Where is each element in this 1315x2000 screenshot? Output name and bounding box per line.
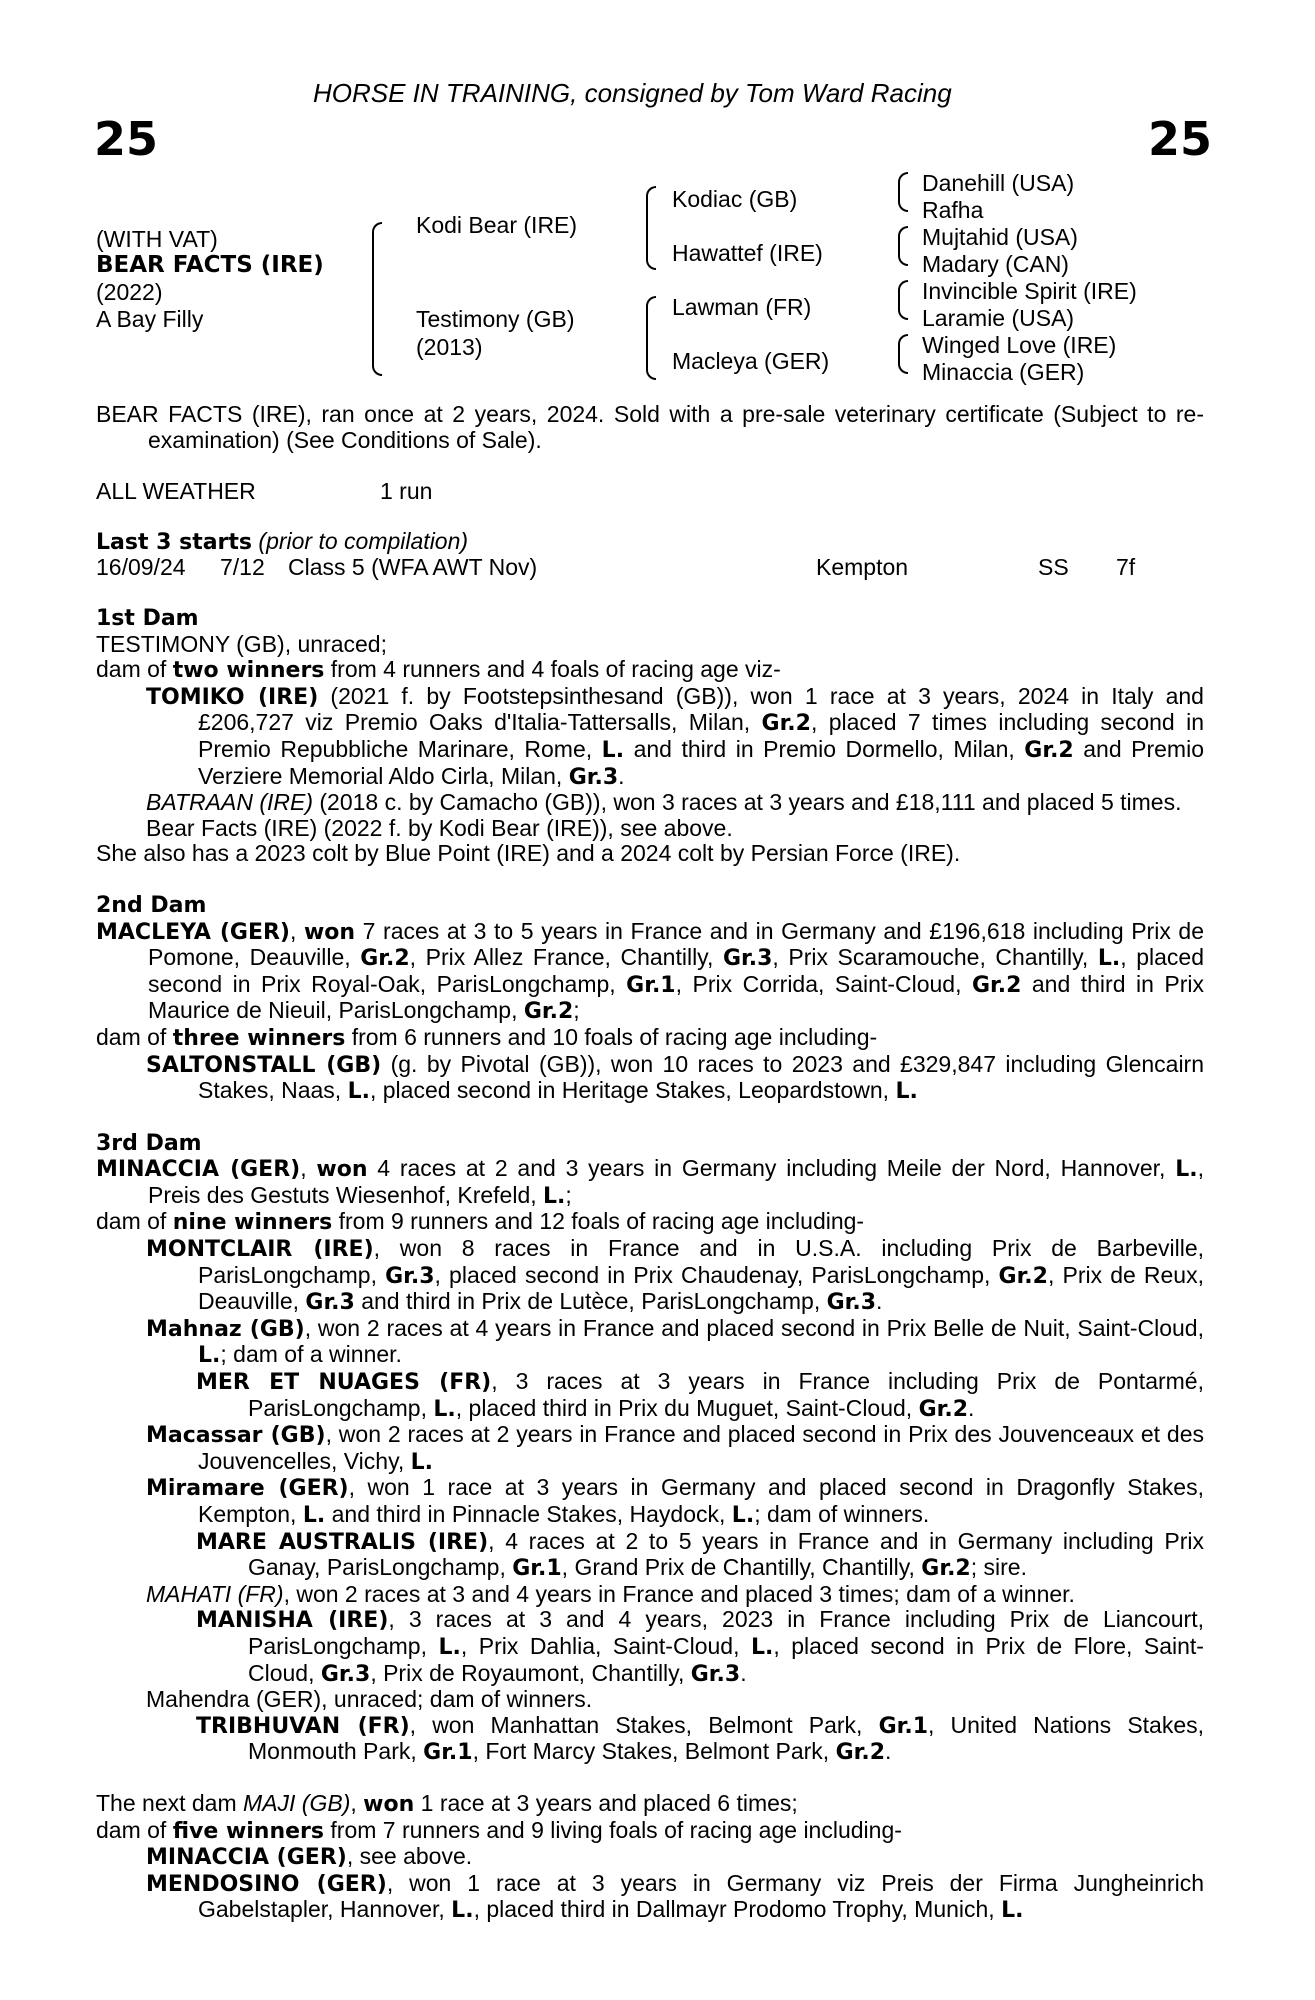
progeny-mare-australis: MARE AUSTRALIS (IRE), 4 races at 2 to 5 years in France and in Germany including Prix Ganay, ParisLongchamp, Gr.1, Grand Prix de Chantilly, Chantilly, Gr.2; sire. xyxy=(196,1527,1204,1582)
brace-g1 xyxy=(898,172,908,212)
sire-sire: Kodiac (GB) xyxy=(672,186,798,212)
sire: Kodi Bear (IRE) xyxy=(416,212,578,238)
start-date: 16/09/24 xyxy=(96,554,186,580)
record-runs: 1 run xyxy=(380,478,433,504)
third-dam-heading: 3rd Dam xyxy=(96,1130,202,1156)
brace-sire xyxy=(646,186,656,270)
sire-dam: Hawattef (IRE) xyxy=(672,240,823,266)
brace-dam xyxy=(646,296,656,380)
lot-number-left: 25 xyxy=(94,112,159,166)
start-course: Kempton xyxy=(816,554,909,580)
first-dam-heading: 1st Dam xyxy=(96,606,199,631)
start-position: 7/12 xyxy=(220,554,265,580)
progeny-manisha: MANISHA (IRE), 3 races at 3 and 4 years, 2023 in France including Prix de Liancourt, ParisLongchamp, L., Prix Dahlia, Saint-Cloud, L., placed second in Prix de Flore, Saint-Cloud, Gr.3, Prix de Royaumont, Chantilly, Gr.3. xyxy=(196,1606,1204,1687)
progeny-batraan: BATRAAN (IRE) (2018 c. by Camacho (GB)), won 3 races at 3 years and £18,111 and placed 5 times. xyxy=(146,789,1182,816)
progeny-miramare: Miramare (GER), won 1 race at 3 years in Germany and placed second in Dragonfly Stakes, Kempton, L. and third in Pinnacle Stakes, Haydock, L.; dam of winners. xyxy=(146,1474,1204,1528)
first-dam-section xyxy=(96,605,1204,1924)
second-dam-heading: 2nd Dam xyxy=(96,892,207,918)
dam-sire: Lawman (FR) xyxy=(672,294,812,320)
last-starts-heading-line xyxy=(96,528,468,555)
third-dam-produce-line: dam of nine winners from 9 runners and 12 foals of racing age including- xyxy=(96,1208,865,1236)
first-dam-produce-line: dam of two winners from 4 runners and 4 foals of racing age viz- xyxy=(96,656,781,684)
third-dam-minaccia: MINACCIA (GER), won 4 races at 2 and 3 years in Germany including Meile der Nord, Hannover, L., Preis des Gestuts Wiesenhof, Krefeld, L.; xyxy=(96,1155,1204,1209)
start-distance: 7f xyxy=(1116,554,1136,580)
progeny-mahati: MAHATI (FR), won 2 races at 3 and 4 years in France and placed 3 times; dam of a winner. xyxy=(146,1580,1075,1607)
last-starts-heading: Last 3 starts xyxy=(96,530,253,555)
progeny-montclair: MONTCLAIR (IRE), won 8 races in France and in U.S.A. including Prix de Barbeville, ParisLongchamp, Gr.3, placed second in Prix Chaudenay, ParisLongchamp, Gr.2, Prix de Reux, Deauville, Gr.3 and third in Prix de Lutèce, ParisLongchamp, Gr.3. xyxy=(146,1235,1204,1316)
brace-g4 xyxy=(898,334,908,374)
start-race: Class 5 (WFA AWT Nov) xyxy=(288,554,538,580)
progeny-macassar: Macassar (GB), won 2 races at 2 years in France and placed second in Prix des Jouvenceaux et des Jouvencelles, Vichy, L. xyxy=(146,1421,1204,1475)
ancestor-6: Laramie (USA) xyxy=(922,305,1075,331)
ancestor-2: Rafha xyxy=(922,197,984,223)
page-header-title: HORSE IN TRAINING, consigned by Tom Ward Racing xyxy=(313,78,952,108)
brace-g3 xyxy=(898,280,908,320)
brace-gen1 xyxy=(372,222,382,376)
ancestor-3: Mujtahid (USA) xyxy=(922,224,1078,250)
ancestor-7: Winged Love (IRE) xyxy=(922,332,1117,358)
record-surface: ALL WEATHER xyxy=(96,478,256,504)
progeny-mer-et-nuages: MER ET NUAGES (FR), 3 races at 3 years in France including Prix de Pontarmé, ParisLongchamp, L., placed third in Prix du Muguet, Saint-Cloud, Gr.2. xyxy=(196,1368,1204,1422)
ancestor-8: Minaccia (GER) xyxy=(922,359,1085,385)
progeny-minaccia: MINACCIA (GER), see above. xyxy=(146,1843,473,1871)
dam-year: (2013) xyxy=(416,334,483,360)
dam-dam: Macleya (GER) xyxy=(672,348,830,374)
horse-year: (2022) xyxy=(96,279,163,305)
ancestor-1: Danehill (USA) xyxy=(922,170,1075,196)
horse-name: BEAR FACTS (IRE) xyxy=(96,252,324,278)
progeny-bear-facts: Bear Facts (IRE) (2022 f. by Kodi Bear (IRE)), see above. xyxy=(146,814,733,841)
progeny-tomiko: TOMIKO (IRE) (2021 f. by Footstepsinthesand (GB)), won 1 race at 3 years, 2024 in Italy and £206,727 viz Premio Oaks d'Italia-Tattersalls, Milan, Gr.2, placed 7 times including second in Premio Repubbliche Marinare, Rome, L. and third in Premio Dormello, Milan, Gr.2 and Premio Verziere Memorial Aldo Cirla, Milan, Gr.3. xyxy=(146,682,1204,790)
brace-g2 xyxy=(898,226,908,266)
first-dam-also: She also has a 2023 colt by Blue Point (IRE) and a 2024 colt by Persian Force (IRE). xyxy=(96,840,961,867)
vat-label: (WITH VAT) xyxy=(96,226,218,252)
horse-description: A Bay Filly xyxy=(96,306,204,332)
start-going: SS xyxy=(1038,554,1069,580)
progeny-mahnaz: Mahnaz (GB), won 2 races at 4 years in France and placed second in Prix Belle de Nuit, Saint-Cloud, L.; dam of a winner. xyxy=(146,1314,1204,1369)
summary-section xyxy=(96,402,1204,453)
second-dam-produce-line: dam of three winners from 6 runners and 10 foals of racing age including- xyxy=(96,1023,878,1051)
progeny-mendosino: MENDOSINO (GER), won 1 race at 3 years in Germany viz Preis der Firma Jungheinrich Gabelstapler, Hannover, L., placed third in Dallmayr Prodomo Trophy, Munich, L. xyxy=(146,1869,1204,1924)
progeny-saltonstall: SALTONSTALL (GB) (g. by Pivotal (GB)), won 10 races to 2023 and £329,847 including Glencairn Stakes, Naas, L., placed second in Heritage Stakes, Leopardstown, L. xyxy=(146,1050,1205,1105)
dam: Testimony (GB) xyxy=(416,306,575,332)
progeny-mahendra: Mahendra (GER), unraced; dam of winners. xyxy=(146,1686,593,1713)
ancestor-4: Madary (CAN) xyxy=(922,251,1069,277)
last-starts-note: (prior to compilation) xyxy=(258,528,469,554)
next-dam-line: The next dam MAJI (GB), won 1 race at 3 years and placed 6 times; xyxy=(96,1789,798,1817)
next-dam-produce-line: dam of five winners from 7 runners and 9 living foals of racing age including- xyxy=(96,1816,902,1844)
lot-number-right: 25 xyxy=(1148,112,1213,166)
progeny-tribhuvan: TRIBHUVAN (FR), won Manhattan Stakes, Belmont Park, Gr.1, United Nations Stakes, Monmouth Park, Gr.1, Fort Marcy Stakes, Belmont Park, Gr.2. xyxy=(196,1711,1205,1766)
summary-text: BEAR FACTS (IRE), ran once at 2 years, 2024. Sold with a pre-sale veterinary certificate (Subject to re-examination) (See Conditions of Sale). xyxy=(96,401,1204,453)
first-dam-line: TESTIMONY (GB), unraced; xyxy=(96,630,387,657)
ancestor-5: Invincible Spirit (IRE) xyxy=(922,278,1137,304)
second-dam-macleya: MACLEYA (GER), won 7 races at 3 to 5 years in France and in Germany and £196,618 including Prix de Pomone, Deauville, Gr.2, Prix Allez France, Chantilly, Gr.3, Prix Scaramouche, Chantilly, L., placed second in Prix Royal-Oak, ParisLongchamp, Gr.1, Prix Corrida, Saint-Cloud, Gr.2 and third in Prix Maurice de Nieuil, ParisLongchamp, Gr.2; xyxy=(96,917,1205,1025)
